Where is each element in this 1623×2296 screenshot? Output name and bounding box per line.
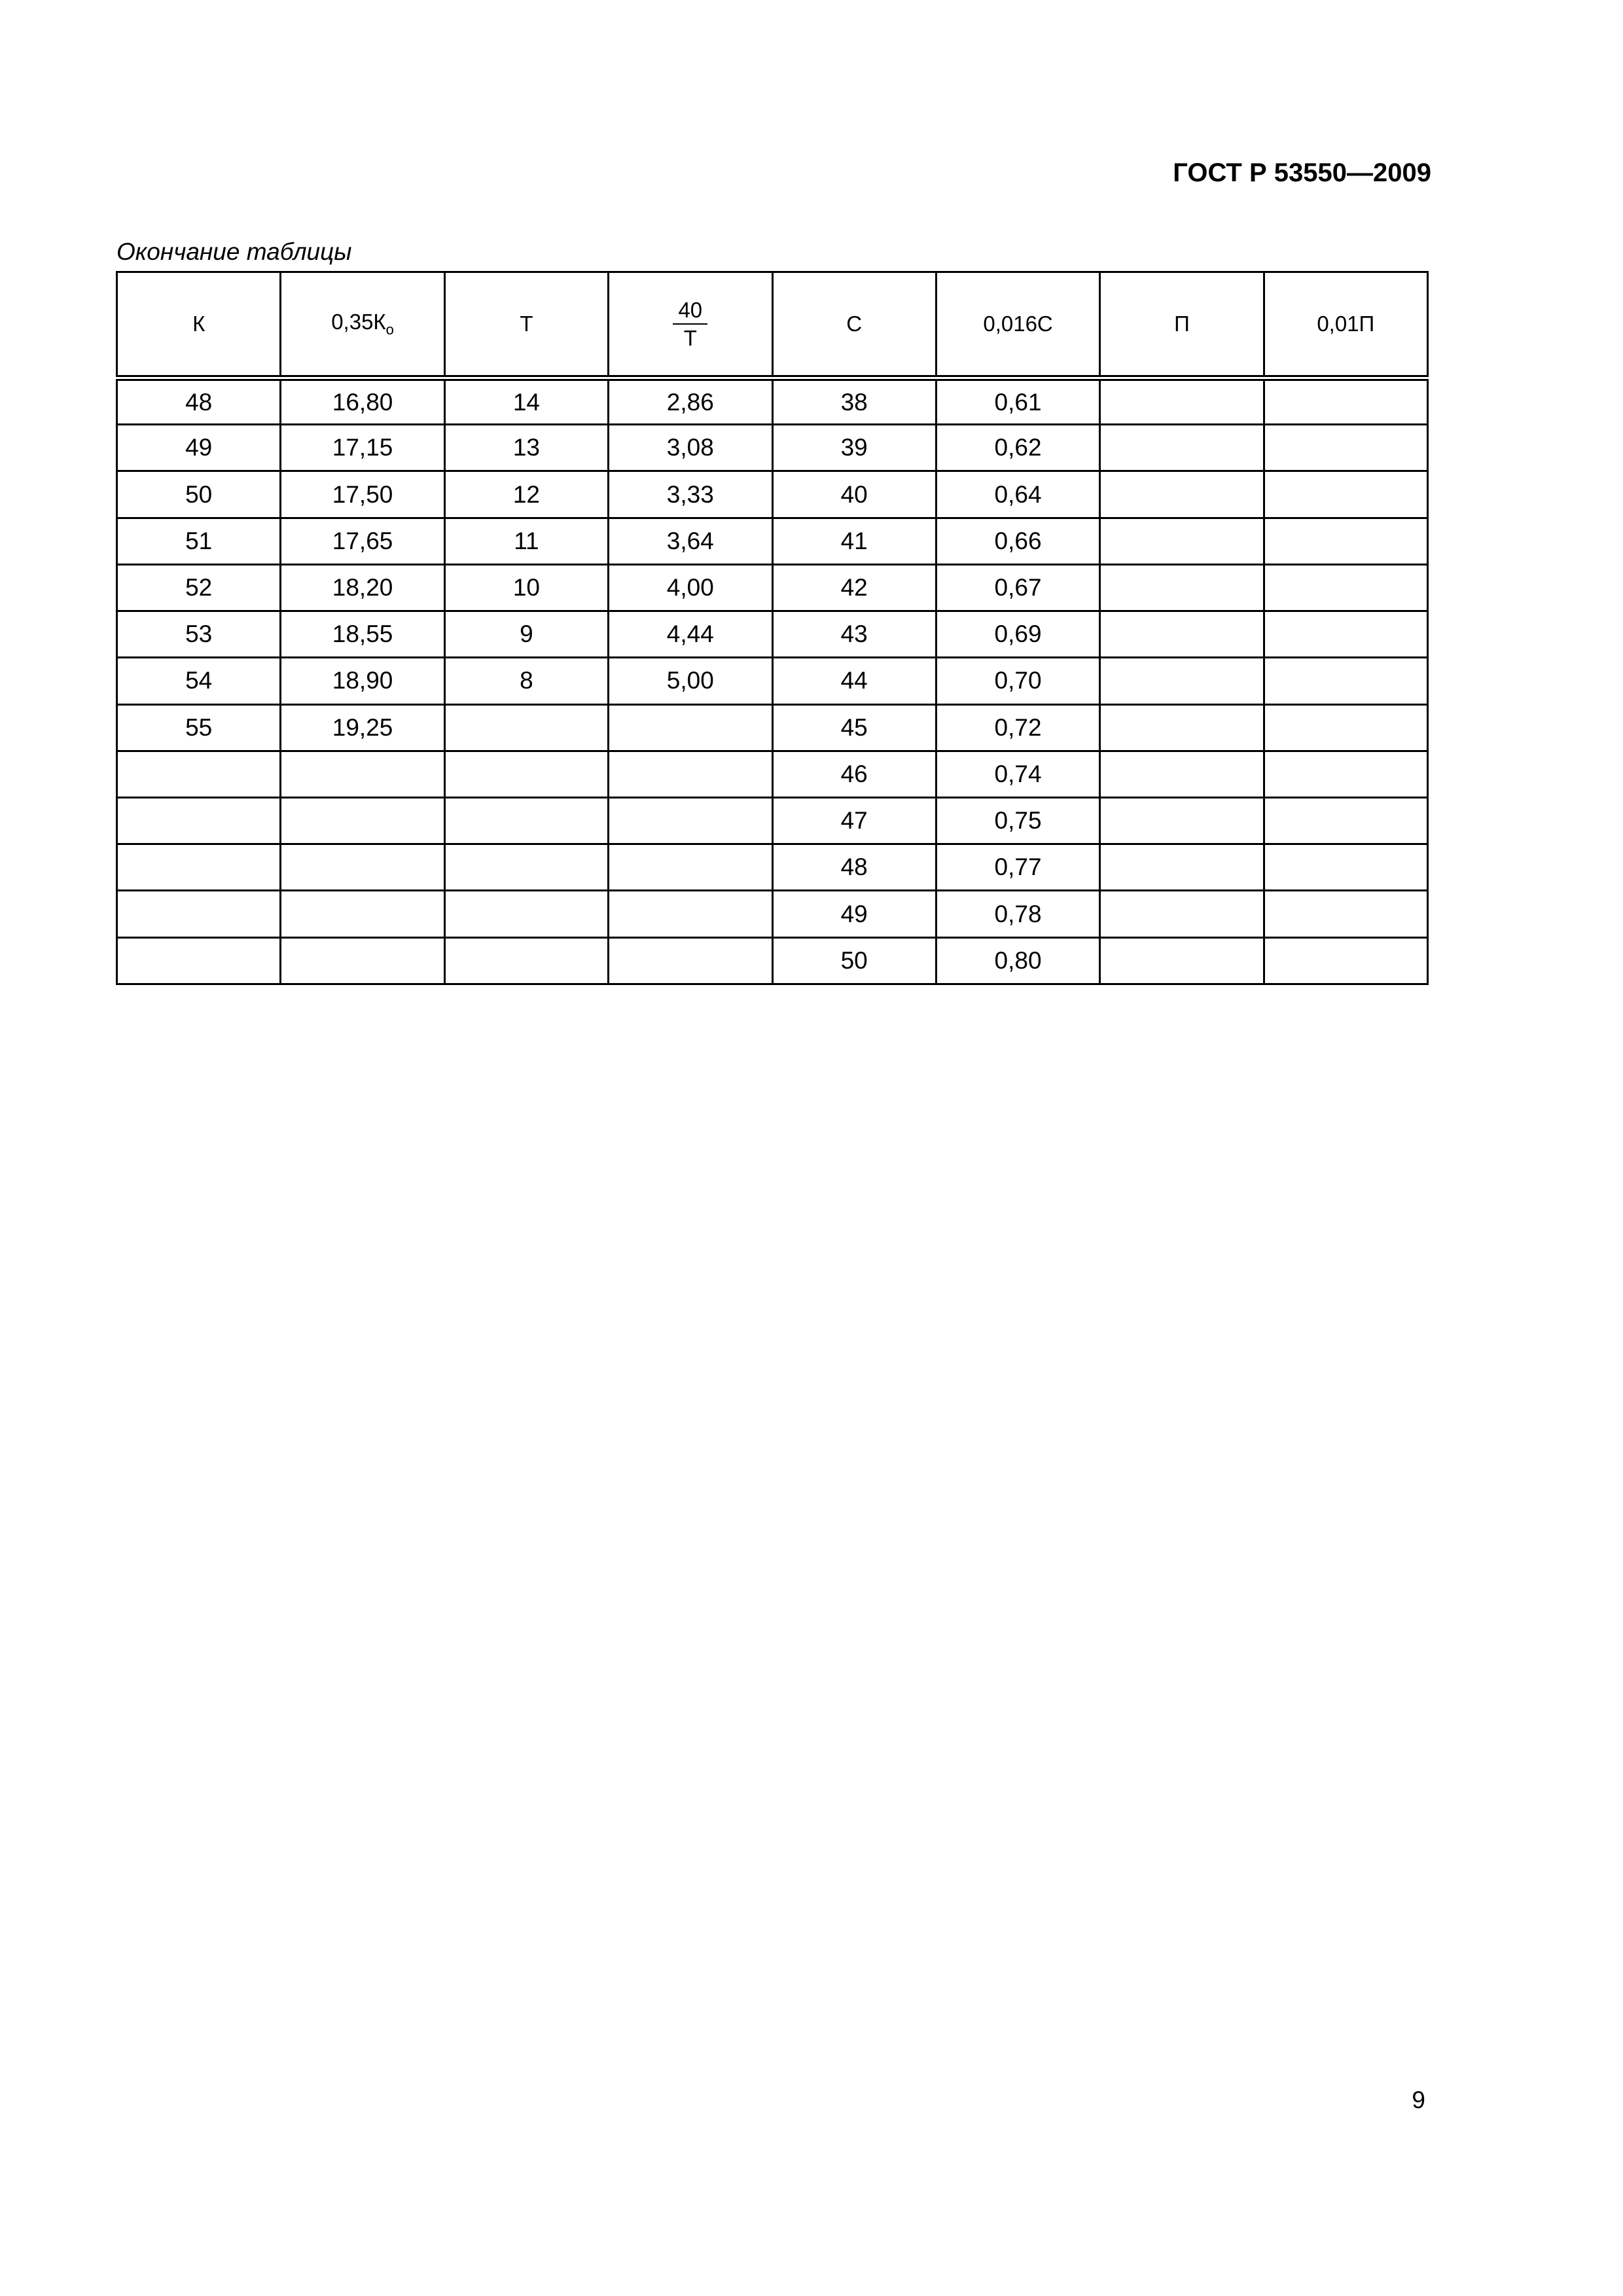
table-cell: 3,64 (609, 518, 772, 564)
table-cell: 0,78 (936, 891, 1099, 937)
table-header-row (117, 272, 1428, 378)
table-cell: 46 (772, 751, 936, 797)
table-cell: 17,15 (281, 425, 444, 471)
table-cell (609, 797, 772, 844)
table-cell (1100, 471, 1264, 518)
table-cell (1100, 425, 1264, 471)
header-0-35k-main: 0,35К (331, 310, 386, 334)
page-number: 9 (1412, 2087, 1425, 2113)
table-cell: 16,80 (281, 378, 444, 425)
table-cell: 40 (772, 471, 936, 518)
table-cell: 0,64 (936, 471, 1099, 518)
table-cell (281, 797, 444, 844)
header-40-over-t (609, 272, 772, 378)
table-cell: 11 (444, 518, 608, 564)
table-cell: 42 (772, 564, 936, 611)
table-cell: 51 (117, 518, 281, 564)
table-cell (117, 844, 281, 891)
table-cell: 38 (772, 378, 936, 425)
table-cell (444, 844, 608, 891)
table-cell: 0,61 (936, 378, 1099, 425)
header-0-35k (281, 272, 444, 378)
table-row (117, 471, 1428, 518)
table-cell: 3,08 (609, 425, 772, 471)
table-cell (444, 797, 608, 844)
table-cell (444, 704, 608, 751)
table-cell: 9 (444, 611, 608, 658)
table-cell (1100, 844, 1264, 891)
table-cell: 53 (117, 611, 281, 658)
table-cell: 2,86 (609, 378, 772, 425)
table-row (117, 937, 1428, 984)
table-cell: 0,72 (936, 704, 1099, 751)
table-cell (281, 751, 444, 797)
fraction-numerator: 40 (673, 296, 707, 325)
table-cell: 3,33 (609, 471, 772, 518)
table-cell (1100, 937, 1264, 984)
table-row (117, 378, 1428, 425)
table-cell (1264, 751, 1427, 797)
table-cell (1100, 518, 1264, 564)
table-cell (444, 751, 608, 797)
table-cell (117, 751, 281, 797)
table-row (117, 704, 1428, 751)
table-cell: 54 (117, 658, 281, 704)
table-cell (1264, 518, 1427, 564)
table-cell: 0,77 (936, 844, 1099, 891)
table-cell: 10 (444, 564, 608, 611)
table-cell (1264, 891, 1427, 937)
table-cell (1264, 844, 1427, 891)
table-row (117, 518, 1428, 564)
table-cell (1264, 937, 1427, 984)
table-cell (1264, 564, 1427, 611)
table-cell: 55 (117, 704, 281, 751)
header-0-016c: 0,016С (936, 272, 1099, 378)
table-cell (609, 891, 772, 937)
fraction (673, 296, 707, 352)
table-row (117, 611, 1428, 658)
header-p: П (1100, 272, 1264, 378)
table-row (117, 751, 1428, 797)
table-cell: 43 (772, 611, 936, 658)
table-cell: 0,80 (936, 937, 1099, 984)
table-cell (1264, 378, 1427, 425)
table-cell: 8 (444, 658, 608, 704)
table-row (117, 891, 1428, 937)
table-cell (117, 797, 281, 844)
table-cell (281, 891, 444, 937)
header-t: Т (444, 272, 608, 378)
table-cell: 45 (772, 704, 936, 751)
table-cell (1100, 797, 1264, 844)
table-cell: 0,62 (936, 425, 1099, 471)
table-cell: 0,66 (936, 518, 1099, 564)
header-c: С (772, 272, 936, 378)
table-cell: 12 (444, 471, 608, 518)
table-row (117, 425, 1428, 471)
header-0-01p: 0,01П (1264, 272, 1427, 378)
table-cell (444, 891, 608, 937)
table-caption: Окончание таблицы (116, 238, 352, 265)
table-cell (1100, 891, 1264, 937)
table-cell: 44 (772, 658, 936, 704)
data-table (116, 271, 1429, 985)
table-cell (117, 891, 281, 937)
table-cell (609, 751, 772, 797)
table-cell: 18,55 (281, 611, 444, 658)
table-cell (609, 844, 772, 891)
table-cell: 0,75 (936, 797, 1099, 844)
table-cell: 17,50 (281, 471, 444, 518)
table-cell (281, 937, 444, 984)
table-cell: 5,00 (609, 658, 772, 704)
table-cell: 0,67 (936, 564, 1099, 611)
table-cell (1264, 658, 1427, 704)
table-cell: 39 (772, 425, 936, 471)
table-body (117, 378, 1428, 984)
table-cell: 49 (117, 425, 281, 471)
table-cell: 48 (117, 378, 281, 425)
table-cell (1100, 378, 1264, 425)
table-cell (1100, 658, 1264, 704)
fraction-denominator: Т (683, 326, 697, 350)
table-cell: 48 (772, 844, 936, 891)
document-header: ГОСТ Р 53550—2009 (1173, 158, 1431, 187)
table-cell (1264, 797, 1427, 844)
table-cell: 19,25 (281, 704, 444, 751)
table-cell: 13 (444, 425, 608, 471)
table-cell: 50 (772, 937, 936, 984)
table-cell (1100, 564, 1264, 611)
table-cell: 0,69 (936, 611, 1099, 658)
table-cell: 18,90 (281, 658, 444, 704)
table-cell (1100, 611, 1264, 658)
table-cell: 14 (444, 378, 608, 425)
table-cell: 41 (772, 518, 936, 564)
table-cell: 52 (117, 564, 281, 611)
table-row (117, 797, 1428, 844)
table-cell (117, 937, 281, 984)
table-cell: 18,20 (281, 564, 444, 611)
table-cell (444, 937, 608, 984)
header-k: К (117, 272, 281, 378)
table-cell (1264, 704, 1427, 751)
table-cell: 4,00 (609, 564, 772, 611)
table-row (117, 844, 1428, 891)
table-cell (1264, 425, 1427, 471)
table-cell: 47 (772, 797, 936, 844)
table-cell: 0,74 (936, 751, 1099, 797)
table-cell: 4,44 (609, 611, 772, 658)
table-row (117, 658, 1428, 704)
table-cell: 0,70 (936, 658, 1099, 704)
header-0-35k-subscript: о (385, 321, 394, 338)
table-cell (1264, 471, 1427, 518)
table-cell (609, 937, 772, 984)
table-cell (281, 844, 444, 891)
table-cell: 50 (117, 471, 281, 518)
table-cell: 17,65 (281, 518, 444, 564)
table-cell: 49 (772, 891, 936, 937)
table-cell (1100, 704, 1264, 751)
table-cell (609, 704, 772, 751)
table-cell (1264, 611, 1427, 658)
table-cell (1100, 751, 1264, 797)
table-row (117, 564, 1428, 611)
